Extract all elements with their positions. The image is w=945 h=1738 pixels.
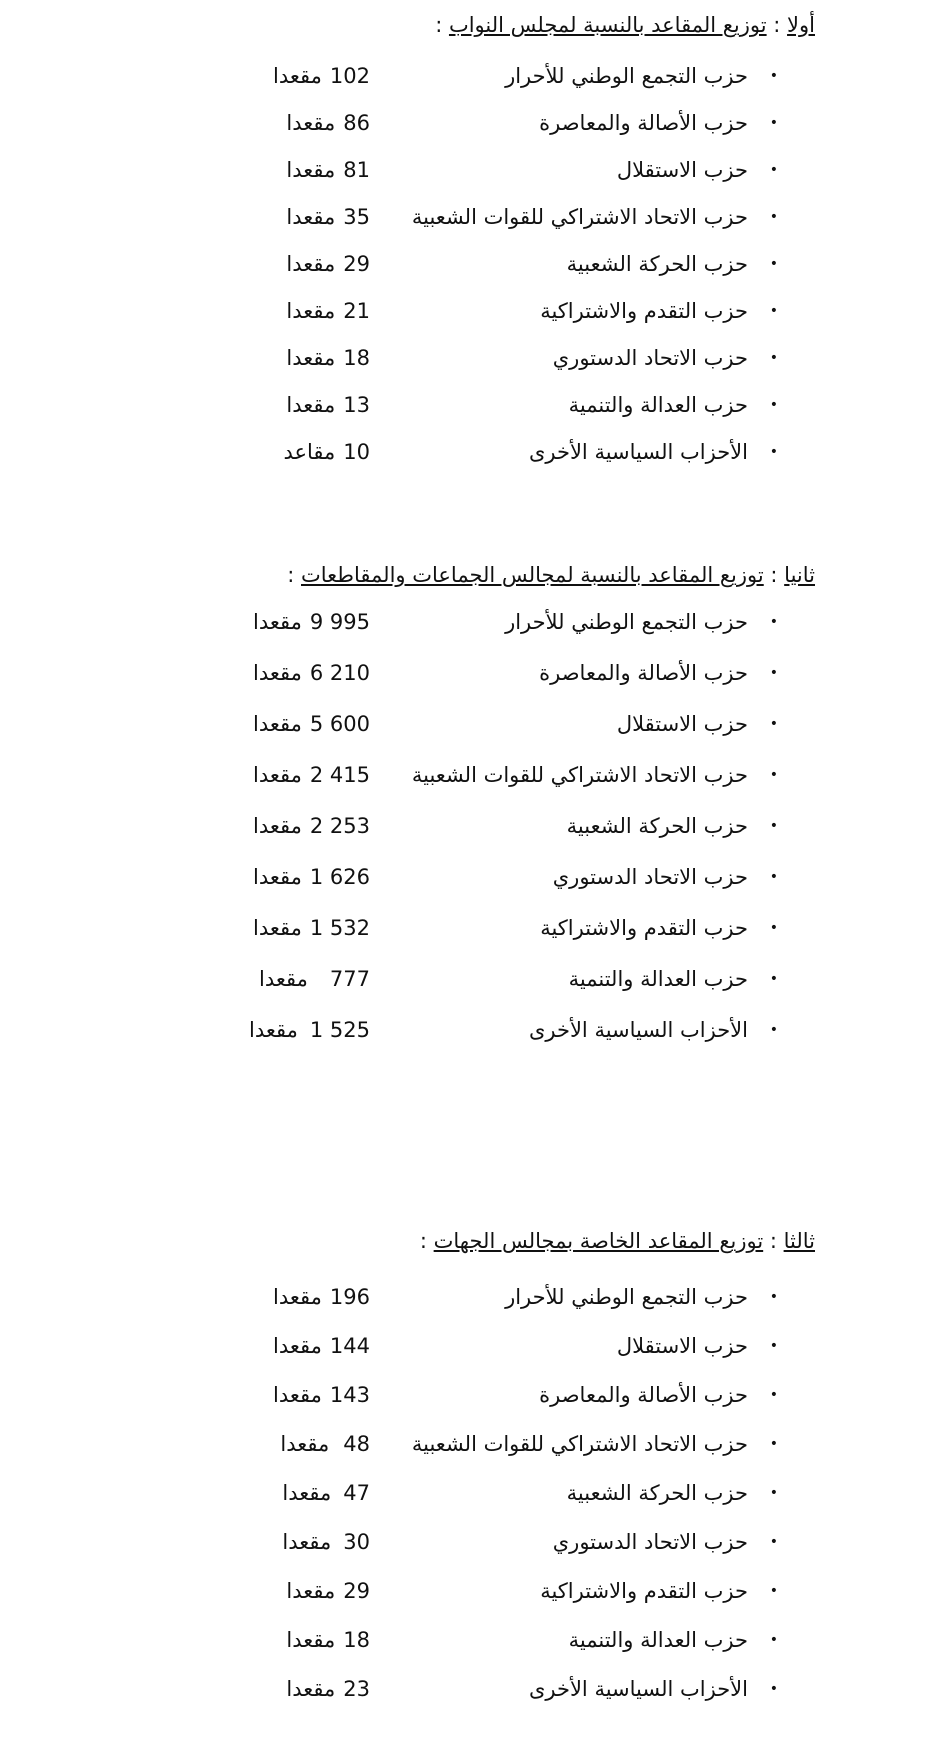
seat-number: 6 210 bbox=[309, 661, 370, 685]
seat-count bbox=[286, 1672, 370, 1706]
bullet-icon: • bbox=[769, 68, 778, 84]
bullet-icon: • bbox=[769, 256, 778, 272]
bullet-icon: • bbox=[769, 716, 778, 732]
bullet-icon: • bbox=[769, 920, 778, 936]
seat-number: 47 bbox=[343, 1481, 370, 1505]
list-item bbox=[0, 59, 945, 93]
seat-number: 23 bbox=[343, 1677, 370, 1701]
list-item bbox=[0, 294, 945, 328]
seat-count bbox=[249, 1013, 370, 1047]
party-name: حزب التقدم والاشتراكية bbox=[540, 916, 748, 940]
list-item bbox=[0, 1329, 945, 1363]
seat-number: 1 626 bbox=[309, 865, 370, 889]
seat-number: 2 253 bbox=[309, 814, 370, 838]
party-name: حزب الأصالة والمعاصرة bbox=[539, 661, 748, 685]
seat-count bbox=[282, 1525, 370, 1559]
seat-count bbox=[280, 1427, 370, 1461]
bullet-icon: • bbox=[769, 350, 778, 366]
seat-number: 144 bbox=[329, 1334, 370, 1358]
list-item bbox=[0, 435, 945, 469]
seat-number: 21 bbox=[343, 299, 370, 323]
section-heading bbox=[435, 10, 815, 40]
list-item bbox=[0, 962, 945, 996]
party-name: حزب التجمع الوطني للأحرار bbox=[505, 64, 748, 88]
seat-count bbox=[282, 1476, 370, 1510]
list-item bbox=[0, 1476, 945, 1510]
bullet-icon: • bbox=[769, 1289, 778, 1305]
bullet-icon: • bbox=[769, 1583, 778, 1599]
seat-number: 29 bbox=[343, 252, 370, 276]
list-item bbox=[0, 153, 945, 187]
party-name: حزب الاتحاد الاشتراكي للقوات الشعبية bbox=[411, 205, 748, 229]
seat-unit: مقعدا bbox=[253, 610, 302, 634]
party-name: الأحزاب السياسية الأخرى bbox=[528, 440, 748, 464]
seat-number: 35 bbox=[343, 205, 370, 229]
seat-unit: مقعدا bbox=[286, 252, 336, 276]
section-suffix: : bbox=[419, 1229, 434, 1253]
list-item bbox=[0, 758, 945, 792]
list-item bbox=[0, 106, 945, 140]
seat-number: 5 600 bbox=[309, 712, 370, 736]
party-name: حزب الحركة الشعبية bbox=[566, 814, 748, 838]
bullet-icon: • bbox=[769, 1436, 778, 1452]
section-title: توزيع المقاعد بالنسبة لمجالس الجماعات والمقاطعات bbox=[301, 563, 764, 587]
seat-count bbox=[286, 1623, 370, 1657]
list-item bbox=[0, 1623, 945, 1657]
seat-count bbox=[286, 153, 370, 187]
bullet-icon: • bbox=[769, 869, 778, 885]
seat-count bbox=[286, 200, 370, 234]
list-item bbox=[0, 1427, 945, 1461]
list-item bbox=[0, 388, 945, 422]
section-heading bbox=[287, 560, 815, 590]
list-item bbox=[0, 1525, 945, 1559]
party-name: حزب الاستقلال bbox=[616, 158, 748, 182]
section-suffix: : bbox=[287, 563, 301, 587]
section-separator: : bbox=[766, 13, 788, 37]
seat-unit: مقعدا bbox=[253, 814, 302, 838]
section-ordinal: أولا bbox=[787, 13, 815, 37]
list-item bbox=[0, 911, 945, 945]
party-name: حزب الاتحاد الدستوري bbox=[552, 346, 748, 370]
bullet-icon: • bbox=[769, 1338, 778, 1354]
party-name: حزب الاتحاد الاشتراكي للقوات الشعبية bbox=[411, 763, 748, 787]
seat-number: 48 bbox=[343, 1432, 370, 1456]
bullet-icon: • bbox=[769, 971, 778, 987]
list-item bbox=[0, 1280, 945, 1314]
seat-unit: مقعدا bbox=[282, 1530, 332, 1554]
bullet-icon: • bbox=[769, 614, 778, 630]
list-item bbox=[0, 707, 945, 741]
seat-number: 1 532 bbox=[309, 916, 370, 940]
section-title: توزيع المقاعد الخاصة بمجالس الجهات bbox=[433, 1229, 764, 1253]
bullet-icon: • bbox=[769, 818, 778, 834]
seat-unit: مقعدا bbox=[273, 1383, 322, 1407]
section-separator: : bbox=[763, 1229, 784, 1253]
party-name: حزب الاتحاد الاشتراكي للقوات الشعبية bbox=[411, 1432, 748, 1456]
list-item bbox=[0, 247, 945, 281]
seat-number: 9 995 bbox=[309, 610, 370, 634]
party-name: الأحزاب السياسية الأخرى bbox=[528, 1677, 748, 1701]
seat-count bbox=[283, 435, 370, 469]
bullet-icon: • bbox=[769, 397, 778, 413]
seat-count bbox=[253, 911, 370, 945]
seat-unit: مقعدا bbox=[280, 1432, 330, 1456]
bullet-icon: • bbox=[769, 1387, 778, 1403]
seat-unit: مقعدا bbox=[286, 1579, 336, 1603]
seat-count bbox=[273, 59, 370, 93]
bullet-icon: • bbox=[769, 162, 778, 178]
seat-number: 30 bbox=[343, 1530, 370, 1554]
party-name: حزب التقدم والاشتراكية bbox=[540, 1579, 748, 1603]
seat-count bbox=[286, 247, 370, 281]
bullet-icon: • bbox=[769, 1534, 778, 1550]
seat-unit: مقعدا bbox=[286, 299, 336, 323]
party-name: حزب التجمع الوطني للأحرار bbox=[505, 1285, 748, 1309]
seat-unit: مقعدا bbox=[286, 393, 336, 417]
bullet-icon: • bbox=[769, 767, 778, 783]
seat-count bbox=[273, 1378, 370, 1412]
party-name: حزب التجمع الوطني للأحرار bbox=[505, 610, 748, 634]
seat-number: 1 525 bbox=[309, 1018, 370, 1042]
bullet-icon: • bbox=[769, 665, 778, 681]
seat-unit: مقعدا bbox=[273, 64, 322, 88]
seat-count bbox=[273, 1329, 370, 1363]
bullet-icon: • bbox=[769, 1681, 778, 1697]
party-name: حزب التقدم والاشتراكية bbox=[540, 299, 748, 323]
party-name: حزب العدالة والتنمية bbox=[568, 967, 748, 991]
seat-number: 10 bbox=[343, 440, 370, 464]
seat-unit: مقعدا bbox=[253, 763, 302, 787]
party-name: حزب الأصالة والمعاصرة bbox=[539, 111, 748, 135]
seat-unit: مقعدا bbox=[286, 205, 336, 229]
bullet-icon: • bbox=[769, 1485, 778, 1501]
list-item bbox=[0, 605, 945, 639]
party-name: حزب الاتحاد الدستوري bbox=[552, 865, 748, 889]
seat-unit: مقعدا bbox=[253, 865, 302, 889]
bullet-icon: • bbox=[769, 444, 778, 460]
bullet-icon: • bbox=[769, 303, 778, 319]
seat-unit: مقاعد bbox=[283, 440, 336, 464]
seat-count bbox=[253, 605, 370, 639]
list-item bbox=[0, 860, 945, 894]
seat-number: 18 bbox=[343, 1628, 370, 1652]
list-item bbox=[0, 200, 945, 234]
seat-count bbox=[253, 707, 370, 741]
seat-count bbox=[286, 294, 370, 328]
section-separator: : bbox=[763, 563, 785, 587]
seat-count bbox=[286, 1574, 370, 1608]
list-item bbox=[0, 1378, 945, 1412]
seat-unit: مقعدا bbox=[259, 967, 308, 991]
seat-number: 2 415 bbox=[309, 763, 370, 787]
list-item bbox=[0, 1574, 945, 1608]
party-name: حزب العدالة والتنمية bbox=[568, 393, 748, 417]
party-name: حزب الأصالة والمعاصرة bbox=[539, 1383, 748, 1407]
seat-count bbox=[253, 656, 370, 690]
party-name: حزب العدالة والتنمية bbox=[568, 1628, 748, 1652]
seat-number: 29 bbox=[343, 1579, 370, 1603]
seat-number: 81 bbox=[343, 158, 370, 182]
seat-unit: مقعدا bbox=[273, 1334, 322, 1358]
seat-number: 102 bbox=[329, 64, 370, 88]
seat-count bbox=[253, 758, 370, 792]
seat-number: 196 bbox=[329, 1285, 370, 1309]
list-item bbox=[0, 809, 945, 843]
party-name: الأحزاب السياسية الأخرى bbox=[528, 1018, 748, 1042]
list-item bbox=[0, 1013, 945, 1047]
bullet-icon: • bbox=[769, 1022, 778, 1038]
seat-unit: مقعدا bbox=[282, 1481, 332, 1505]
seat-number: 143 bbox=[329, 1383, 370, 1407]
seat-count bbox=[259, 962, 370, 996]
seat-count bbox=[273, 1280, 370, 1314]
seat-unit: مقعدا bbox=[286, 1677, 336, 1701]
party-name: حزب الحركة الشعبية bbox=[566, 252, 748, 276]
party-name: حزب الاتحاد الدستوري bbox=[552, 1530, 748, 1554]
bullet-icon: • bbox=[769, 115, 778, 131]
seat-unit: مقعدا bbox=[253, 712, 302, 736]
seat-unit: مقعدا bbox=[253, 916, 302, 940]
seat-number: 13 bbox=[343, 393, 370, 417]
seat-count bbox=[286, 341, 370, 375]
seat-unit: مقعدا bbox=[286, 158, 336, 182]
section-heading bbox=[420, 1226, 815, 1256]
seat-count bbox=[286, 106, 370, 140]
bullet-icon: • bbox=[769, 209, 778, 225]
seat-number: 86 bbox=[343, 111, 370, 135]
list-item bbox=[0, 1672, 945, 1706]
party-name: حزب الاستقلال bbox=[616, 712, 748, 736]
list-item bbox=[0, 656, 945, 690]
seat-unit: مقعدا bbox=[286, 1628, 336, 1652]
seat-unit: مقعدا bbox=[286, 346, 336, 370]
party-name: حزب الاستقلال bbox=[616, 1334, 748, 1358]
seat-count bbox=[253, 809, 370, 843]
seat-count bbox=[253, 860, 370, 894]
seat-unit: مقعدا bbox=[286, 111, 336, 135]
section-ordinal: ثانيا bbox=[784, 563, 815, 587]
list-item bbox=[0, 341, 945, 375]
seat-unit: مقعدا bbox=[249, 1018, 298, 1042]
seat-number: 777 bbox=[329, 967, 370, 991]
bullet-icon: • bbox=[769, 1632, 778, 1648]
seat-count bbox=[286, 388, 370, 422]
section-ordinal: ثالثا bbox=[783, 1229, 815, 1253]
section-title: توزيع المقاعد بالنسبة لمجلس النواب bbox=[448, 13, 767, 37]
seat-unit: مقعدا bbox=[253, 661, 302, 685]
seat-number: 18 bbox=[343, 346, 370, 370]
seat-unit: مقعدا bbox=[273, 1285, 322, 1309]
party-name: حزب الحركة الشعبية bbox=[566, 1481, 748, 1505]
section-suffix: : bbox=[435, 13, 449, 37]
